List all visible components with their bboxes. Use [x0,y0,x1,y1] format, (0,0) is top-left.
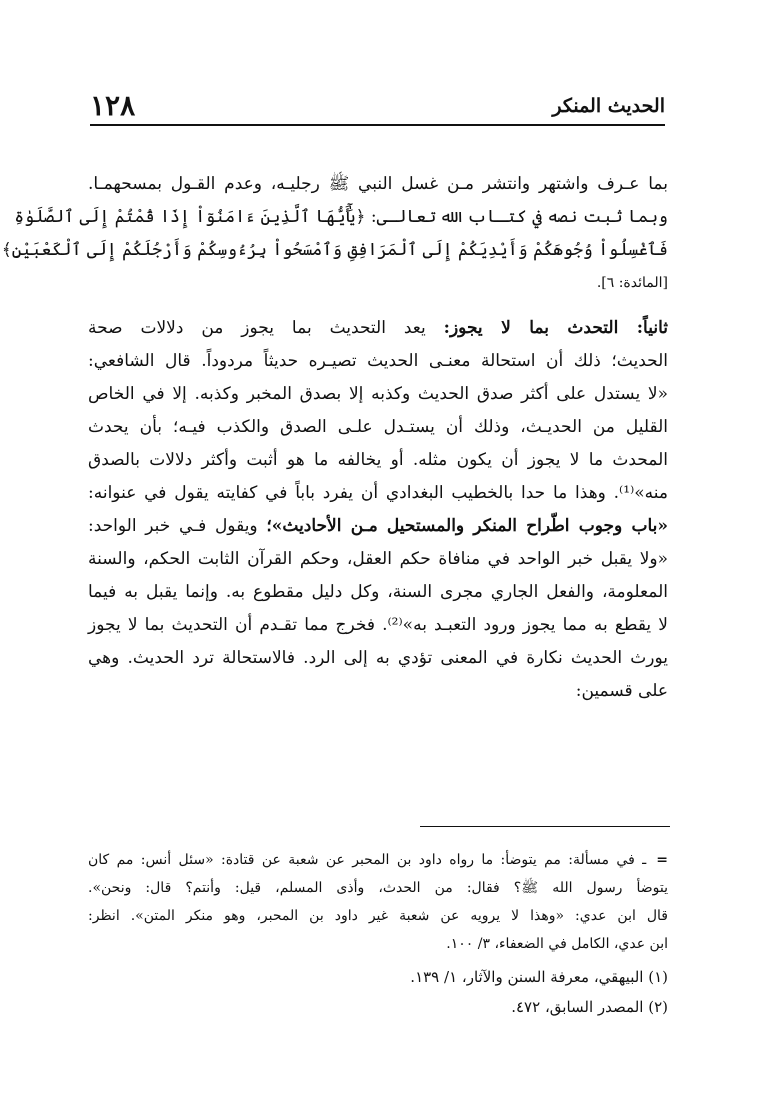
section-heading-rest: يعد التحديث بما يجوز من دلالات صحة [88,318,426,338]
footnote-2: (٢) المصدر السابق، ٤٧٢. [511,998,668,1016]
text-line: لا يقطع به مما يجوز ورود التعبـد به»⁽²⁾. فخرج مما تقـدم أن التحديث بما لا يجوز [88,615,668,635]
running-title: الحديث المنكر [552,95,665,117]
section-heading-line [88,312,668,345]
quran-verse-line: فَٱغْسِلُواْ وُجُوهَكُمْ وَأَيْدِيَكُمْ إِلَى ٱلْمَرَافِقِ وَٱمْسَحُواْ بِرُءُوسِكُمْ وَأَرْجُلَكُمْ إِلَى ٱلْكَعْبَيْنِ﴾ [1,240,668,260]
footnote-continuation-line: يتوضأ رسول الله ﷺ؟ فقال: من الحدث، وأذى المسلم، قيل: وأنتم؟ قال: ونحن». [88,880,668,896]
text-line: «ولا يقبل خبر الواحد في منافاة حكم العقل، وحكم القرآن الثابت الحكم، والسنة [88,549,668,569]
verse-reference: [المائدة: ٦]. [596,275,668,291]
footnote-divider [420,826,670,827]
text-line: المعلومة، والفعل الجاري مجرى السنة، وكل دليل مقطوع به. وإنما يقبل به فيما [88,582,668,602]
continuation-mark: = [656,852,668,868]
footnote-continuation-line: ابن عدي، الكامل في الضعفاء، ٣/ ١٠٠. [446,936,668,952]
text-line: القليل من الحديـث، وذلك أن يستـدل علـى الصدق والكذب فيـه؛ بأن يحدث [88,417,668,437]
main-text [1,168,669,708]
chapter-title-rest: ويقول فـي خبر الواحد: [88,516,258,536]
page-number: ١٢٨ [90,89,136,122]
section-heading: ثانياً: التحدث بما لا يجوز: [443,318,668,338]
text-line: منه»⁽¹⁾. وهذا ما حدا بالخطيب البغدادي أن يفرد باباً في كفايته يقول في عنوانه: [88,483,668,503]
footnote-continuation-line [88,846,668,874]
chapter-title-line [88,510,668,543]
footnote-1: (١) البيهقي، معرفة السنن والآثار، ١/ ١٣٩. [410,968,668,986]
text-line: الحديث؛ ذلك أن استحالة معنـى الحديث تصيـره حديثاً مردوداً. قال الشافعي: [88,351,668,371]
text-line: يورث الحديث نكارة في المعنى تؤدي به إلى الرد. فالاستحالة ترد الحديث. وهي [88,648,668,668]
text-line: المحدث ما لا يجوز أن يكون مثله. أو يخالفه ما هو أثبت وأكثر دلالات بالصدق [88,450,668,470]
footnote-text: ـ في مسألة: مم يتوضأ: ما رواه داود بن المحبر عن شعبة عن قتادة: «سئل أنس: مم كان [88,852,647,868]
footnote-continuation-line: قال ابن عدي: «وهذا لا يرويه عن شعبة غير داود بن المحبر، وهو منكر المتن». انظر: [88,908,668,924]
text-line: وبما ثبت نصه في كتـاب الله تعالـى: ﴿يَٰٓأَيُّهَا ٱلَّذِينَ ءَامَنُوٓاْ إِذَا قُمْتُمْ إِلَى ٱلصَّلَوٰةِ [14,207,668,227]
footnotes [88,846,668,1022]
text-line: على قسمين: [575,681,668,701]
page-header [90,88,665,126]
text-line: «لا يستدل على أكثر صدق الحديث وكذبه إلا بصدق المخبر وكذبه. إلا في الخاص [88,384,668,404]
text-line: بما عـرف واشتهر وانتشر مـن غسل النبي ﷺ رجليـه، وعدم القـول بمسحهمـا. [88,174,668,194]
chapter-title: «باب وجوب اطّراح المنكر والمستحيل مـن الأحاديث»؛ [266,516,669,536]
